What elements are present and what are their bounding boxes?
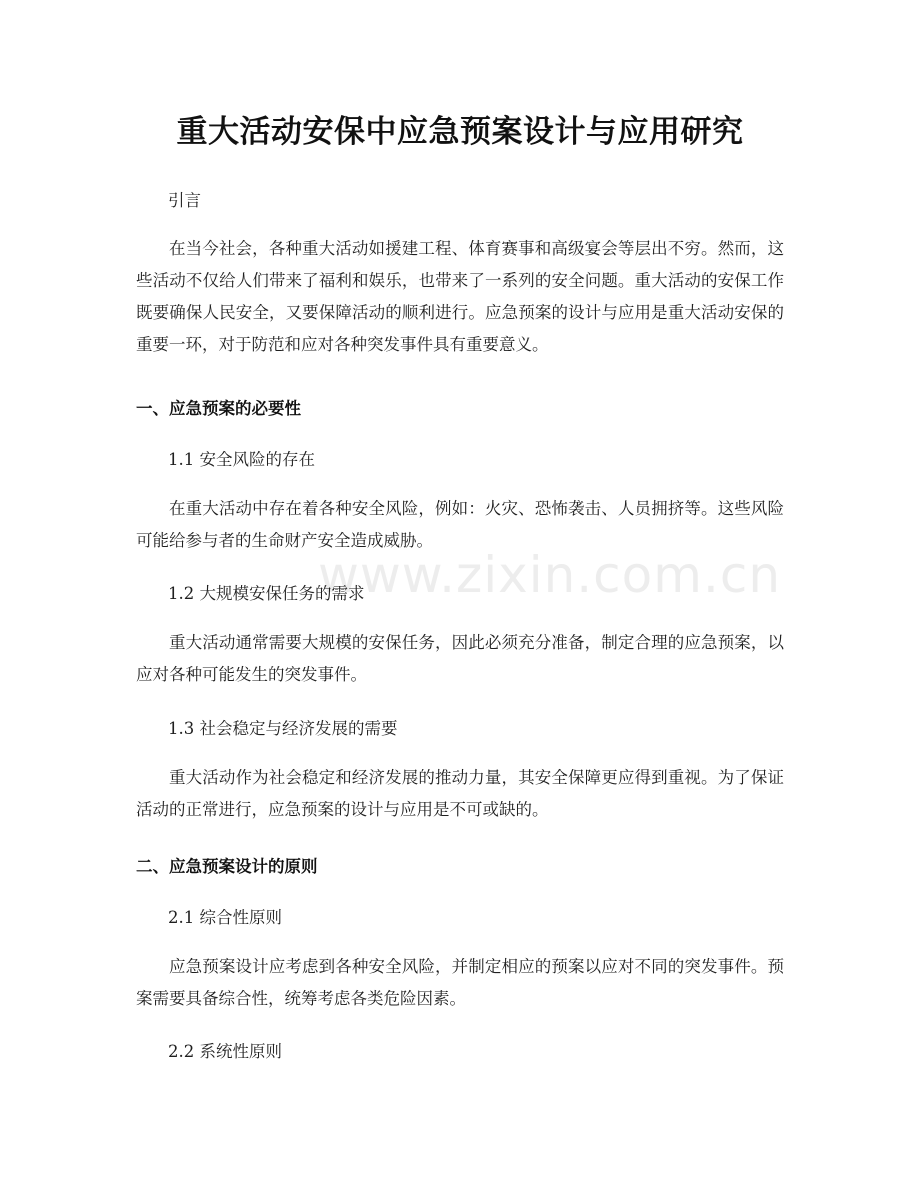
subsection-1-2-text: 重大活动通常需要大规模的安保任务，因此必须充分准备，制定合理的应急预案，以应对各种可能发生的突发事件。 bbox=[136, 633, 784, 684]
intro-heading: 引言 bbox=[168, 191, 201, 210]
subsection-1-3-text: 重大活动作为社会稳定和经济发展的推动力量，其安全保障更应得到重视。为了保证活动的正常进行，应急预案的设计与应用是不可或缺的。 bbox=[136, 768, 784, 819]
subsection-1-1-heading: 1.1 安全风险的存在 bbox=[168, 450, 315, 469]
intro-paragraph: 在当今社会，各种重大活动如援建工程、体育赛事和高级宴会等层出不穷。然而，这些活动不仅给人们带来了福利和娱乐，也带来了一系列的安全问题。重大活动的安保工作既要确保人民安全，又要保障活动的顺利进行。应急预案的设计与应用是重大活动安保的重要一环，对于防范和应对各种突发事件具有重要意义。 bbox=[136, 239, 784, 354]
subsection-2-1-heading: 2.1 综合性原则 bbox=[168, 908, 282, 927]
watermark: www.zixin.com.cn bbox=[318, 546, 782, 604]
subsection-2-1-text: 应急预案设计应考虑到各种安全风险，并制定相应的预案以应对不同的突发事件。预案需要具备综合性，统筹考虑各类危险因素。 bbox=[136, 957, 784, 1008]
subsection-1-1-text: 在重大活动中存在着各种安全风险，例如：火灾、恐怖袭击、人员拥挤等。这些风险可能给参与者的生命财产安全造成威胁。 bbox=[136, 499, 784, 550]
document-title: 重大活动安保中应急预案设计与应用研究 bbox=[176, 114, 744, 150]
subsection-1-3-heading: 1.3 社会稳定与经济发展的需要 bbox=[168, 719, 398, 738]
section-2-heading: 二、应急预案设计的原则 bbox=[136, 857, 318, 876]
subsection-1-2-heading: 1.2 大规模安保任务的需求 bbox=[168, 584, 365, 603]
subsection-2-2-heading: 2.2 系统性原则 bbox=[168, 1042, 282, 1061]
section-1-heading: 一、应急预案的必要性 bbox=[136, 399, 301, 418]
